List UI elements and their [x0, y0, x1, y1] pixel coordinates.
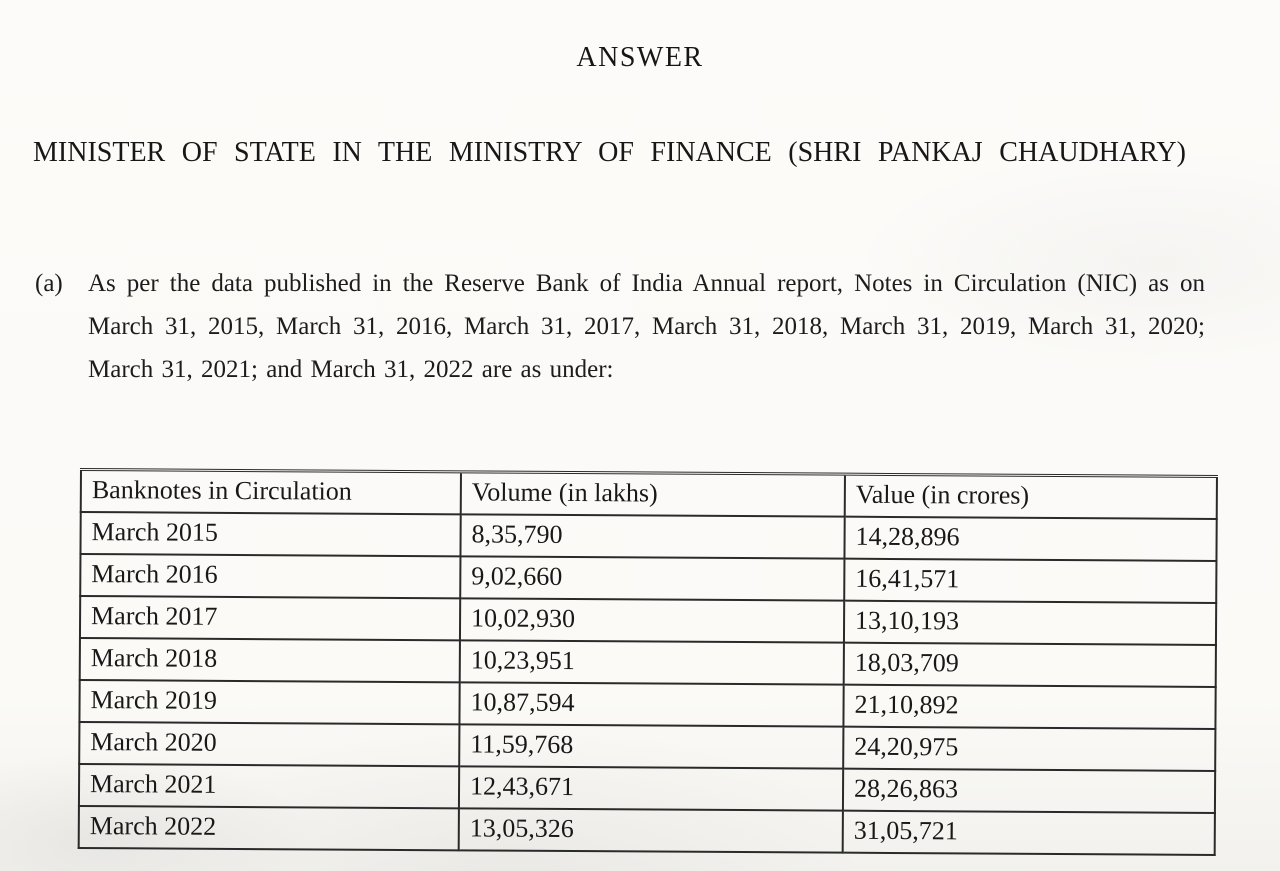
table-cell: 11,59,768: [459, 724, 843, 768]
table-cell: 18,03,709: [844, 643, 1216, 687]
paragraph-a-text: As per the data published in the Reserve Bank of India Annual report, Notes in Circulation (NIC) as on March 31, 2015, March 31, 2016, March 31, 2017, March 31, 2018, March 31, 2019, March 31, 2020; March 31, 2021; and March 31, 2022 are as under:: [88, 270, 1205, 383]
table-row: [79, 680, 1215, 729]
table-row: [79, 764, 1215, 813]
table-cell: 16,41,571: [844, 559, 1216, 603]
table-cell: 31,05,721: [843, 811, 1215, 855]
table-row: [80, 596, 1216, 645]
table-cell: 10,23,951: [460, 640, 844, 684]
table-cell: March 2017: [80, 596, 460, 640]
table-cell: March 2021: [79, 764, 459, 808]
table-cell: 13,05,326: [459, 808, 843, 852]
minister-heading: MINISTER OF STATE IN THE MINISTRY OF FINANCE (SHRI PANKAJ CHAUDHARY): [33, 137, 1186, 168]
table-cell: March 2015: [80, 512, 460, 556]
banknotes-table: [78, 468, 1218, 856]
table-cell: 28,26,863: [843, 769, 1215, 813]
table-cell: 13,10,193: [844, 601, 1216, 645]
table-cell: March 2016: [80, 554, 460, 598]
table-cell: March 2019: [79, 680, 459, 724]
column-header: Banknotes in Circulation: [81, 470, 461, 515]
table-row: [79, 722, 1215, 771]
table-row: [80, 638, 1216, 687]
table-cell: 14,28,896: [844, 517, 1216, 561]
table-cell: 8,35,790: [460, 514, 844, 558]
table-cell: 10,87,594: [459, 682, 843, 726]
table-cell: 21,10,892: [843, 685, 1215, 729]
paragraph-a: [35, 262, 1205, 391]
table-cell: March 2018: [80, 638, 460, 682]
table-cell: March 2022: [79, 806, 459, 850]
table-cell: March 2020: [79, 722, 459, 766]
table-row: [79, 806, 1215, 855]
paragraph-a-label: (a): [35, 270, 63, 297]
table-row: [80, 554, 1216, 603]
page-title: ANSWER: [576, 42, 704, 73]
table-cell: 24,20,975: [843, 727, 1215, 771]
banknotes-table-body: [79, 512, 1217, 855]
table-cell: 9,02,660: [460, 556, 844, 600]
table-cell: 10,02,930: [460, 598, 844, 642]
table-cell: 12,43,671: [459, 766, 843, 810]
table-row: [80, 512, 1216, 561]
column-header: Volume (in lakhs): [461, 472, 845, 517]
banknotes-table-header-row: [81, 470, 1217, 519]
column-header: Value (in crores): [845, 474, 1217, 519]
